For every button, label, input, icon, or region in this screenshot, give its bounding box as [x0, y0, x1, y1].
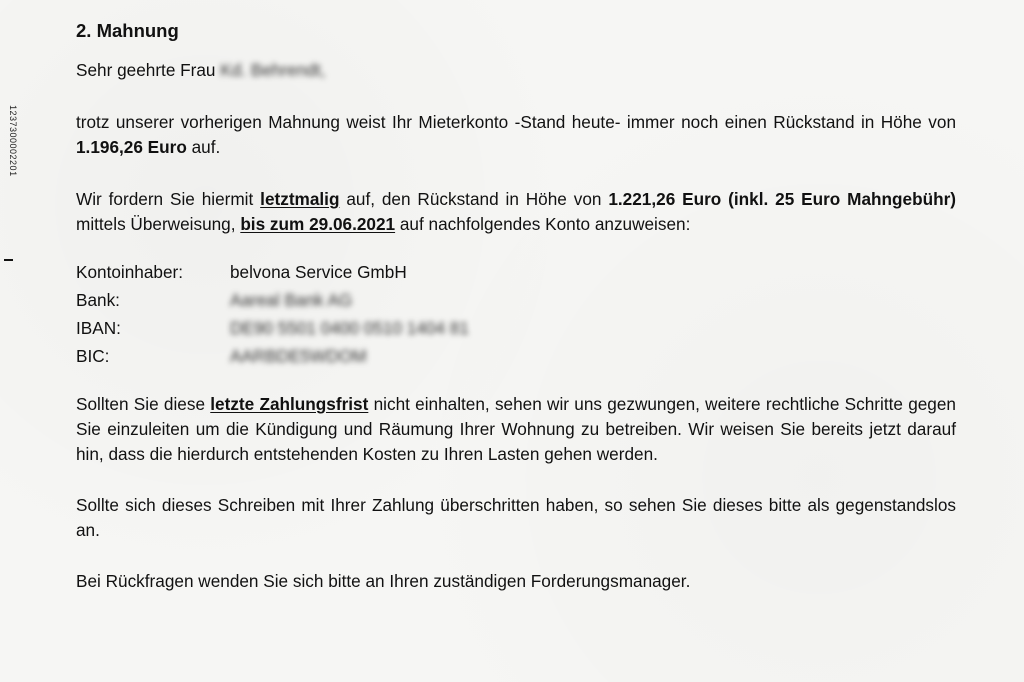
iban-label: IBAN:	[76, 318, 121, 338]
bank-label: Bank:	[76, 290, 120, 310]
demand-text-2: auf, den Rückstand in Höhe von	[346, 189, 602, 209]
arrears-text-1: trotz unserer vorherigen Mahnung weist Ihr Mieterkonto -Stand heute- immer noch einen Rückstand in Höhe von	[76, 112, 956, 132]
warning-text-2: nicht einhalten, sehen wir uns gezwungen, weitere rechtliche Schritte gegen Sie einzuleiten um die Kündigung und Räumung Ihrer Wohnung zu betreiben. Wir weisen Sie bereits jetzt darauf hin, dass die hierdurch entstehenden Kosten zu Ihren Lasten gehen werden.	[76, 394, 956, 464]
side-reference-code: 1237300002201	[8, 105, 18, 177]
paragraph-arrears	[76, 110, 956, 160]
bank-account-details	[76, 258, 956, 370]
bic-label: BIC:	[76, 346, 110, 366]
redacted-bic-value: AARBDE5WDOM	[230, 346, 367, 366]
payment-deadline: bis zum 29.06.2021	[240, 214, 396, 234]
emphasis-last-deadline: letzte Zahlungsfrist	[210, 394, 369, 414]
account-holder-label: Kontoinhaber:	[76, 262, 184, 282]
arrears-amount: 1.196,26 Euro	[76, 137, 187, 157]
account-holder-value: belvona Service GmbH	[230, 262, 407, 282]
demand-text-1: Wir fordern Sie hiermit	[76, 189, 254, 209]
arrears-text-2: auf.	[191, 137, 221, 157]
letter-title: 2. Mahnung	[76, 20, 179, 41]
account-holder-row	[76, 258, 956, 286]
fold-mark	[4, 259, 13, 261]
bank-row	[76, 286, 956, 314]
salutation	[76, 58, 956, 83]
letter-body	[76, 18, 956, 594]
paragraph-warning	[76, 392, 956, 467]
warning-text-1: Sollten Sie diese	[76, 394, 205, 414]
paragraph-demand	[76, 187, 956, 237]
redacted-recipient-name: Kd. Behrendt,	[220, 60, 326, 80]
iban-row	[76, 314, 956, 342]
demand-text-3: mittels Überweisung,	[76, 214, 236, 234]
paragraph-contact: Bei Rückfragen wenden Sie sich bitte an Ihren zuständigen Forderungsmanager.	[76, 571, 691, 591]
demand-amount: 1.221,26 Euro (inkl. 25 Euro Mahngebühr)	[608, 189, 957, 209]
redacted-bank-value: Aareal Bank AG	[230, 290, 353, 310]
paragraph-disregard: Sollte sich dieses Schreiben mit Ihrer Zahlung überschritten haben, so sehen Sie dieses bitte als gegenstandslos an.	[76, 495, 956, 540]
bic-row	[76, 342, 956, 370]
demand-text-4: auf nachfolgendes Konto anzuweisen:	[399, 214, 691, 234]
salutation-prefix: Sehr geehrte Frau	[76, 60, 216, 80]
emphasis-letztmalig: letztmalig	[260, 189, 340, 209]
redacted-iban-value: DE90 5501 0400 0510 1404 81	[230, 318, 469, 338]
